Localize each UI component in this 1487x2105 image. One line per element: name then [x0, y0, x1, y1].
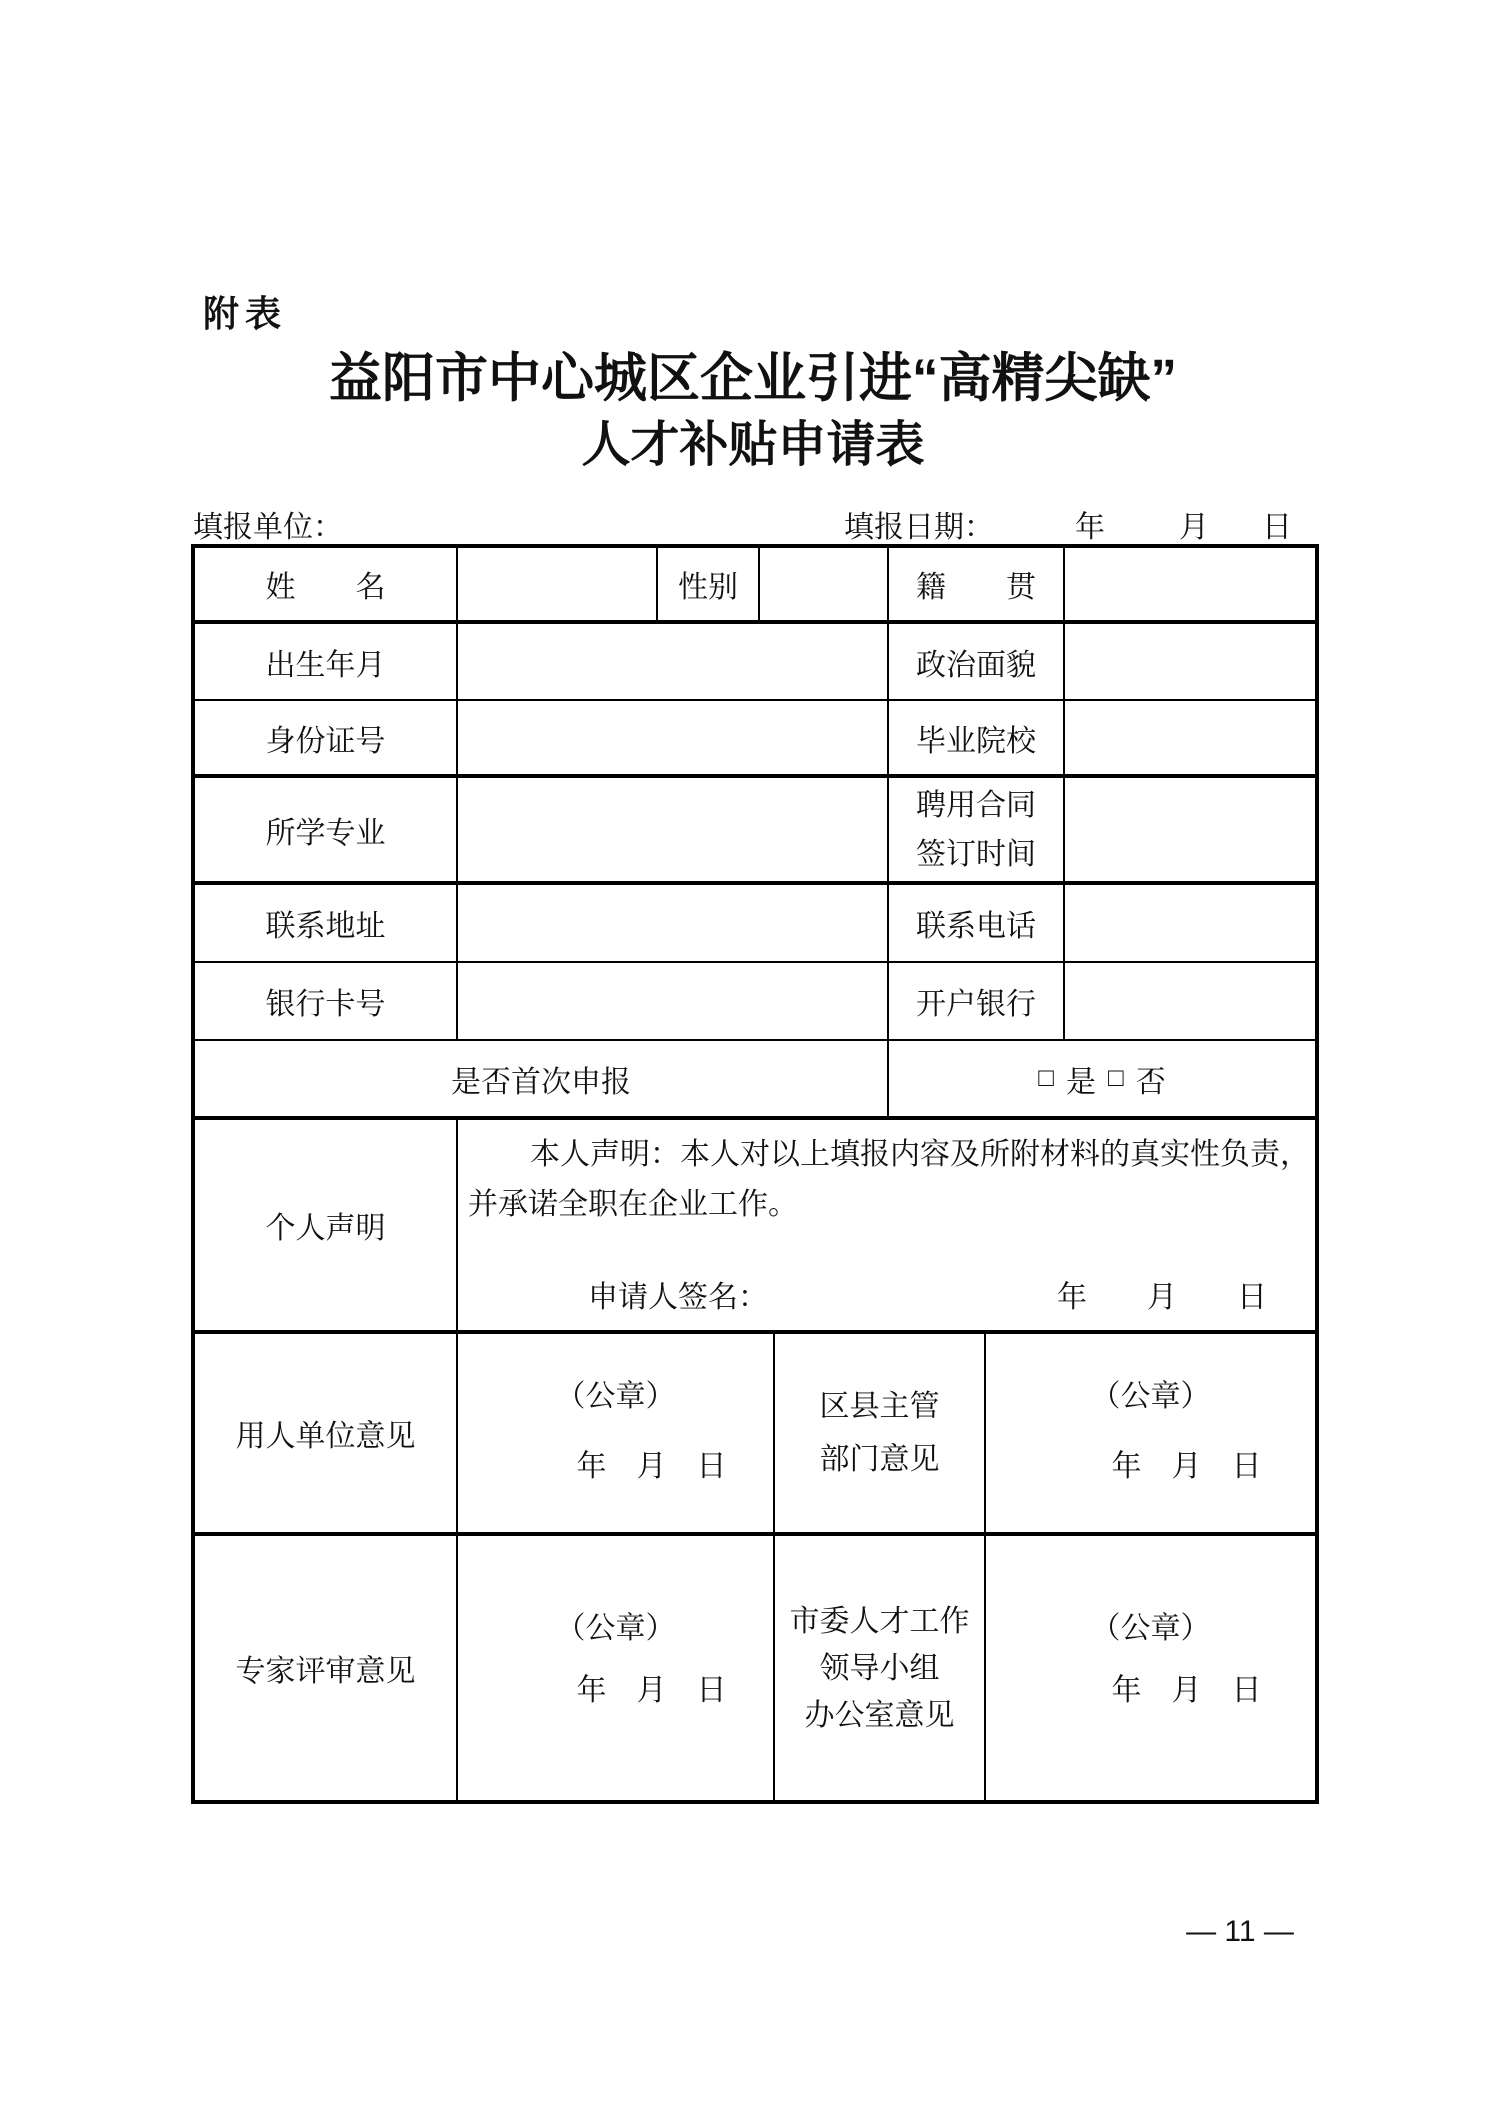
table-row	[193, 883, 1317, 962]
address-label-cell: 联系地址	[193, 883, 457, 962]
employer-opinion-label-cell: 用人单位意见	[193, 1332, 457, 1534]
meta-row	[0, 502, 1487, 542]
name-label-cell: 姓 名	[193, 546, 457, 622]
municipal-label-line2: 领导小组	[819, 1651, 940, 1685]
table-row	[193, 1534, 1317, 1802]
bank-card-label-cell: 银行卡号	[193, 962, 457, 1040]
phone-label-cell: 联系电话	[888, 883, 1064, 962]
municipal-seal-label: （公章）	[1090, 1612, 1211, 1645]
expert-opinion-label-cell: 专家评审意见	[193, 1534, 457, 1802]
application-form-table	[191, 544, 1319, 1804]
id-number-label-cell: 身份证号	[193, 700, 457, 776]
municipal-label-line3: 办公室意见	[804, 1698, 955, 1732]
employer-seal-label: （公章）	[555, 1380, 676, 1413]
district-label-line1: 区县主管	[819, 1390, 940, 1423]
phone-value-cell	[1064, 883, 1317, 962]
address-value-cell	[457, 883, 888, 962]
fill-unit-label: 填报单位：	[193, 511, 343, 544]
contract-time-value-cell	[1064, 776, 1317, 883]
signature-label: 申请人签名：	[588, 1281, 768, 1314]
page-number: — 11 —	[1186, 1915, 1294, 1948]
table-row	[193, 700, 1317, 776]
date-year-label: 年	[1075, 511, 1105, 544]
employer-seal-cell	[457, 1332, 774, 1534]
table-row	[193, 546, 1317, 622]
municipal-label-line1: 市委人才工作	[789, 1604, 970, 1638]
birth-date-label-cell: 出生年月	[193, 622, 457, 700]
table-row	[193, 776, 1317, 883]
contract-time-label-cell	[888, 776, 1064, 883]
bank-value-cell	[1064, 962, 1317, 1040]
expert-seal-label: （公章）	[555, 1612, 676, 1645]
form-title-line2: 人才补贴申请表	[581, 418, 925, 472]
native-place-label-cell: 籍 贯	[888, 546, 1064, 622]
table-row	[193, 1332, 1317, 1534]
id-number-value-cell	[457, 700, 888, 776]
form-title-line1: 益阳市中心城区企业引进“高精尖缺”	[329, 349, 1177, 408]
declaration-content-cell	[457, 1118, 1317, 1332]
political-status-value-cell	[1064, 622, 1317, 700]
gender-value-cell	[759, 546, 888, 622]
date-month-label: 月	[1179, 511, 1209, 544]
political-status-label-cell: 政治面貌	[888, 622, 1064, 700]
yes-label: 是	[1066, 1065, 1096, 1099]
first-application-choice-cell	[888, 1040, 1317, 1118]
school-label-cell: 毕业院校	[888, 700, 1064, 776]
district-label-line2: 部门意见	[819, 1443, 940, 1476]
district-seal-cell	[985, 1332, 1317, 1534]
school-value-cell	[1064, 700, 1317, 776]
date-day-label: 日	[1262, 511, 1292, 544]
fill-date-label: 填报日期：	[844, 511, 994, 544]
gender-label-cell: 性别	[657, 546, 759, 622]
no-label: 否	[1135, 1065, 1166, 1099]
expert-seal-date: 年 月 日	[576, 1674, 727, 1707]
contract-label-line1: 聘用合同	[916, 788, 1036, 822]
signature-date-label: 年 月 日	[1057, 1281, 1267, 1314]
table-row	[193, 1040, 1317, 1118]
native-place-value-cell	[1064, 546, 1317, 622]
declaration-label-cell: 个人声明	[193, 1118, 457, 1332]
district-seal-label: （公章）	[1090, 1380, 1211, 1413]
yes-checkbox-icon: □	[1038, 1062, 1054, 1092]
contract-label-line2: 签订时间	[916, 837, 1036, 871]
table-row	[193, 1118, 1317, 1332]
district-seal-date: 年 月 日	[1111, 1450, 1262, 1483]
bank-label-cell: 开户银行	[888, 962, 1064, 1040]
appendix-label: 附表	[203, 293, 288, 334]
major-label-cell: 所学专业	[193, 776, 457, 883]
municipal-opinion-label-cell	[774, 1534, 985, 1802]
first-application-label-cell: 是否首次申报	[193, 1040, 888, 1118]
name-value-cell	[457, 546, 657, 622]
no-checkbox-icon: □	[1108, 1062, 1124, 1092]
major-value-cell	[457, 776, 888, 883]
employer-seal-date: 年 月 日	[576, 1450, 727, 1483]
municipal-seal-cell	[985, 1534, 1317, 1802]
table-row	[193, 962, 1317, 1040]
table-row	[193, 622, 1317, 700]
expert-seal-cell	[457, 1534, 774, 1802]
declaration-text: 本人声明：本人对以上填报内容及所附材料的真实性负责，并承诺全职在企业工作。	[468, 1138, 1310, 1221]
bank-card-value-cell	[457, 962, 888, 1040]
municipal-seal-date: 年 月 日	[1111, 1674, 1262, 1707]
district-opinion-label-cell	[774, 1332, 985, 1534]
birth-date-value-cell	[457, 622, 888, 700]
